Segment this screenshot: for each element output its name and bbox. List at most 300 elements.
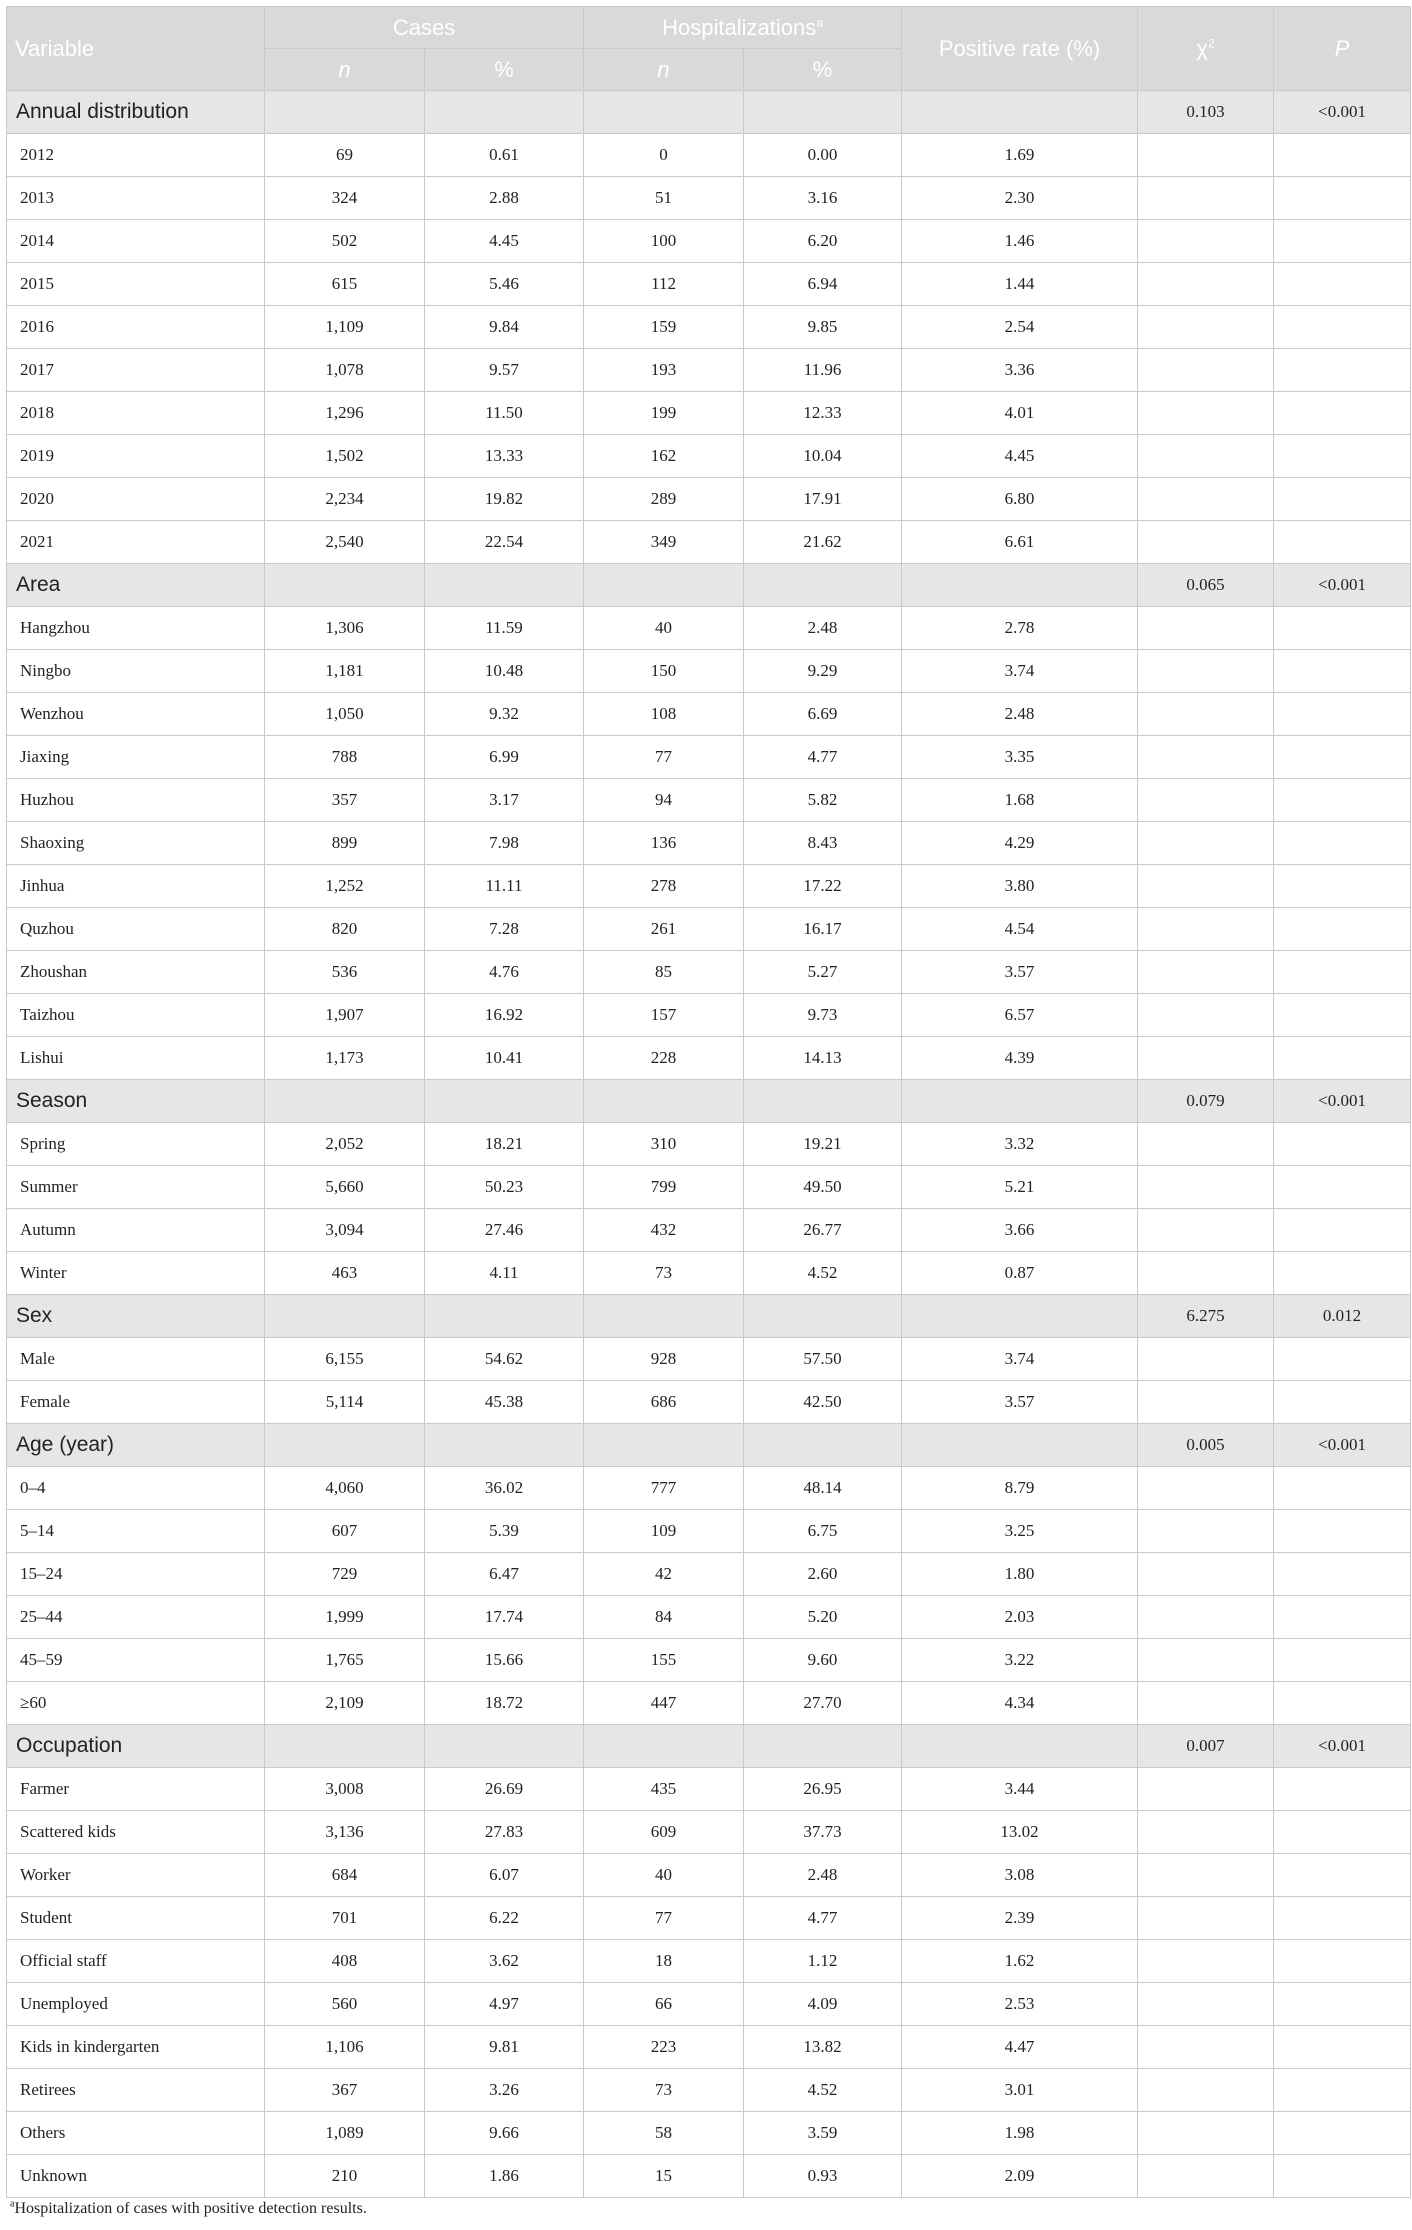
cell-chi2-empty [1138, 1682, 1274, 1725]
row-label: Unknown [7, 2155, 265, 2198]
cell-hosp-pct: 48.14 [744, 1467, 902, 1510]
cell-p-empty [1274, 392, 1411, 435]
cell-hosp-pct: 6.94 [744, 263, 902, 306]
section-chi2: 0.065 [1138, 564, 1274, 607]
cell-cases-n: 1,106 [265, 2026, 425, 2069]
cell-cases-pct: 3.62 [425, 1940, 584, 1983]
cell-positive-rate: 3.08 [902, 1854, 1138, 1897]
cell-hosp-n: 228 [584, 1037, 744, 1080]
cell-chi2-empty [1138, 822, 1274, 865]
section-empty-cell [744, 1424, 902, 1467]
cell-cases-n: 4,060 [265, 1467, 425, 1510]
row-label: Jinhua [7, 865, 265, 908]
cell-hosp-pct: 17.22 [744, 865, 902, 908]
section-empty-cell [744, 1725, 902, 1768]
cell-hosp-pct: 13.82 [744, 2026, 902, 2069]
cell-hosp-pct: 6.69 [744, 693, 902, 736]
cell-cases-n: 560 [265, 1983, 425, 2026]
cell-chi2-empty [1138, 1209, 1274, 1252]
cell-positive-rate: 3.25 [902, 1510, 1138, 1553]
row-label: Others [7, 2112, 265, 2155]
cell-hosp-n: 157 [584, 994, 744, 1037]
cell-hosp-pct: 5.27 [744, 951, 902, 994]
row-label: 15–24 [7, 1553, 265, 1596]
cell-chi2-empty [1138, 349, 1274, 392]
cell-positive-rate: 1.80 [902, 1553, 1138, 1596]
cell-chi2-empty [1138, 2026, 1274, 2069]
cell-cases-pct: 4.76 [425, 951, 584, 994]
row-label: Zhoushan [7, 951, 265, 994]
cell-positive-rate: 4.34 [902, 1682, 1138, 1725]
cell-p-empty [1274, 1209, 1411, 1252]
cell-cases-n: 1,089 [265, 2112, 425, 2155]
section-empty-cell [265, 91, 425, 134]
table-row [7, 134, 1411, 177]
cell-hosp-n: 223 [584, 2026, 744, 2069]
cell-cases-n: 684 [265, 1854, 425, 1897]
data-table [6, 6, 1411, 2198]
table-row [7, 177, 1411, 220]
section-title: Season [7, 1080, 265, 1123]
row-label: Retirees [7, 2069, 265, 2112]
section-p: <0.001 [1274, 1080, 1411, 1123]
cell-cases-pct: 9.32 [425, 693, 584, 736]
section-chi2: 0.007 [1138, 1725, 1274, 1768]
cell-hosp-pct: 57.50 [744, 1338, 902, 1381]
cell-cases-pct: 3.17 [425, 779, 584, 822]
row-label: Scattered kids [7, 1811, 265, 1854]
section-row [7, 564, 1411, 607]
cell-p-empty [1274, 306, 1411, 349]
row-label: 2013 [7, 177, 265, 220]
row-label: Taizhou [7, 994, 265, 1037]
cell-hosp-n: 94 [584, 779, 744, 822]
cell-hosp-pct: 6.20 [744, 220, 902, 263]
cell-hosp-n: 159 [584, 306, 744, 349]
table-row [7, 2155, 1411, 2198]
cell-hosp-pct: 27.70 [744, 1682, 902, 1725]
cell-chi2-empty [1138, 865, 1274, 908]
cell-cases-n: 3,094 [265, 1209, 425, 1252]
table-row [7, 1983, 1411, 2026]
table-row [7, 1897, 1411, 1940]
table-row [7, 2069, 1411, 2112]
row-label: Jiaxing [7, 736, 265, 779]
cell-hosp-pct: 5.20 [744, 1596, 902, 1639]
cell-chi2-empty [1138, 1467, 1274, 1510]
cell-cases-pct: 9.81 [425, 2026, 584, 2069]
section-empty-cell [425, 564, 584, 607]
cell-p-empty [1274, 736, 1411, 779]
row-label: Winter [7, 1252, 265, 1295]
cell-p-empty [1274, 607, 1411, 650]
table-row [7, 1639, 1411, 1682]
cell-p-empty [1274, 1166, 1411, 1209]
cell-cases-n: 788 [265, 736, 425, 779]
cell-cases-n: 2,234 [265, 478, 425, 521]
header-hosp-pct: % [744, 49, 902, 91]
cell-cases-n: 3,136 [265, 1811, 425, 1854]
cell-cases-n: 2,540 [265, 521, 425, 564]
table-row [7, 951, 1411, 994]
row-label: Male [7, 1338, 265, 1381]
table-row [7, 435, 1411, 478]
table-container [6, 6, 1410, 2198]
row-label: Unemployed [7, 1983, 265, 2026]
cell-hosp-pct: 2.48 [744, 1854, 902, 1897]
row-label: Spring [7, 1123, 265, 1166]
section-p: <0.001 [1274, 91, 1411, 134]
row-label: 0–4 [7, 1467, 265, 1510]
cell-chi2-empty [1138, 263, 1274, 306]
cell-chi2-empty [1138, 306, 1274, 349]
section-title: Occupation [7, 1725, 265, 1768]
section-empty-cell [584, 1295, 744, 1338]
cell-hosp-pct: 9.60 [744, 1639, 902, 1682]
table-row [7, 1682, 1411, 1725]
cell-hosp-pct: 17.91 [744, 478, 902, 521]
cell-hosp-n: 349 [584, 521, 744, 564]
header-chi2-label: χ [1196, 35, 1208, 61]
footnote [10, 2200, 367, 2218]
cell-hosp-pct: 37.73 [744, 1811, 902, 1854]
row-label: 2018 [7, 392, 265, 435]
cell-cases-n: 1,999 [265, 1596, 425, 1639]
section-p: <0.001 [1274, 1725, 1411, 1768]
cell-chi2-empty [1138, 1811, 1274, 1854]
cell-cases-pct: 26.69 [425, 1768, 584, 1811]
header-positive-rate: Positive rate (%) [902, 7, 1138, 91]
cell-positive-rate: 4.47 [902, 2026, 1138, 2069]
cell-chi2-empty [1138, 1983, 1274, 2026]
header-cases-pct: % [425, 49, 584, 91]
section-row [7, 91, 1411, 134]
table-row [7, 908, 1411, 951]
cell-p-empty [1274, 779, 1411, 822]
cell-cases-pct: 9.66 [425, 2112, 584, 2155]
cell-hosp-pct: 42.50 [744, 1381, 902, 1424]
cell-p-empty [1274, 2026, 1411, 2069]
cell-cases-n: 536 [265, 951, 425, 994]
cell-p-empty [1274, 1123, 1411, 1166]
section-empty-cell [265, 1295, 425, 1338]
cell-cases-pct: 36.02 [425, 1467, 584, 1510]
table-row [7, 220, 1411, 263]
cell-cases-pct: 15.66 [425, 1639, 584, 1682]
cell-hosp-n: 278 [584, 865, 744, 908]
section-empty-cell [425, 91, 584, 134]
cell-p-empty [1274, 822, 1411, 865]
cell-p-empty [1274, 650, 1411, 693]
cell-p-empty [1274, 1510, 1411, 1553]
cell-cases-n: 607 [265, 1510, 425, 1553]
cell-chi2-empty [1138, 1553, 1274, 1596]
cell-hosp-pct: 26.95 [744, 1768, 902, 1811]
cell-p-empty [1274, 1940, 1411, 1983]
table-row [7, 349, 1411, 392]
cell-hosp-n: 73 [584, 1252, 744, 1295]
cell-hosp-n: 66 [584, 1983, 744, 2026]
cell-p-empty [1274, 1811, 1411, 1854]
cell-p-empty [1274, 1037, 1411, 1080]
section-empty-cell [744, 1295, 902, 1338]
cell-chi2-empty [1138, 951, 1274, 994]
cell-hosp-n: 18 [584, 1940, 744, 1983]
table-row [7, 263, 1411, 306]
cell-hosp-pct: 11.96 [744, 349, 902, 392]
cell-hosp-n: 447 [584, 1682, 744, 1725]
cell-cases-n: 701 [265, 1897, 425, 1940]
cell-positive-rate: 1.44 [902, 263, 1138, 306]
cell-positive-rate: 3.22 [902, 1639, 1138, 1682]
row-label: 2019 [7, 435, 265, 478]
cell-cases-n: 2,109 [265, 1682, 425, 1725]
row-label: 2020 [7, 478, 265, 521]
row-label: 2021 [7, 521, 265, 564]
cell-hosp-pct: 4.09 [744, 1983, 902, 2026]
cell-cases-pct: 2.88 [425, 177, 584, 220]
table-row [7, 1166, 1411, 1209]
cell-chi2-empty [1138, 2112, 1274, 2155]
cell-cases-pct: 7.28 [425, 908, 584, 951]
cell-hosp-n: 108 [584, 693, 744, 736]
table-row [7, 1123, 1411, 1166]
cell-chi2-empty [1138, 1940, 1274, 1983]
cell-cases-n: 1,109 [265, 306, 425, 349]
cell-cases-n: 324 [265, 177, 425, 220]
cell-cases-pct: 22.54 [425, 521, 584, 564]
section-p: <0.001 [1274, 1424, 1411, 1467]
cell-hosp-n: 799 [584, 1166, 744, 1209]
table-row [7, 1553, 1411, 1596]
cell-cases-n: 1,078 [265, 349, 425, 392]
table-row [7, 1510, 1411, 1553]
cell-hosp-pct: 5.82 [744, 779, 902, 822]
cell-hosp-n: 58 [584, 2112, 744, 2155]
cell-hosp-n: 199 [584, 392, 744, 435]
cell-p-empty [1274, 220, 1411, 263]
cell-p-empty [1274, 1639, 1411, 1682]
row-label: Female [7, 1381, 265, 1424]
cell-hosp-pct: 4.52 [744, 2069, 902, 2112]
table-row [7, 1467, 1411, 1510]
cell-cases-pct: 11.50 [425, 392, 584, 435]
cell-chi2-empty [1138, 2155, 1274, 2198]
cell-hosp-pct: 14.13 [744, 1037, 902, 1080]
cell-cases-n: 502 [265, 220, 425, 263]
cell-hosp-n: 40 [584, 1854, 744, 1897]
cell-chi2-empty [1138, 521, 1274, 564]
cell-p-empty [1274, 2069, 1411, 2112]
table-row [7, 1811, 1411, 1854]
table-row [7, 1037, 1411, 1080]
row-label: Shaoxing [7, 822, 265, 865]
cell-cases-n: 1,907 [265, 994, 425, 1037]
cell-positive-rate: 3.74 [902, 1338, 1138, 1381]
cell-p-empty [1274, 1467, 1411, 1510]
cell-p-empty [1274, 1854, 1411, 1897]
row-label: Quzhou [7, 908, 265, 951]
cell-hosp-pct: 2.60 [744, 1553, 902, 1596]
row-label: Wenzhou [7, 693, 265, 736]
table-row [7, 392, 1411, 435]
cell-cases-pct: 1.86 [425, 2155, 584, 2198]
cell-hosp-n: 261 [584, 908, 744, 951]
row-label: Kids in kindergarten [7, 2026, 265, 2069]
cell-positive-rate: 2.03 [902, 1596, 1138, 1639]
cell-positive-rate: 2.39 [902, 1897, 1138, 1940]
cell-positive-rate: 6.80 [902, 478, 1138, 521]
header-hospitalizations [584, 7, 902, 49]
row-label: 2015 [7, 263, 265, 306]
cell-cases-n: 6,155 [265, 1338, 425, 1381]
cell-chi2-empty [1138, 1639, 1274, 1682]
cell-p-empty [1274, 2112, 1411, 2155]
cell-p-empty [1274, 951, 1411, 994]
cell-cases-pct: 18.72 [425, 1682, 584, 1725]
row-label: 2012 [7, 134, 265, 177]
cell-cases-pct: 10.41 [425, 1037, 584, 1080]
section-empty-cell [425, 1080, 584, 1123]
cell-positive-rate: 5.21 [902, 1166, 1138, 1209]
table-row [7, 650, 1411, 693]
cell-cases-pct: 19.82 [425, 478, 584, 521]
cell-cases-n: 1,181 [265, 650, 425, 693]
cell-cases-pct: 50.23 [425, 1166, 584, 1209]
cell-hosp-pct: 0.93 [744, 2155, 902, 2198]
table-row [7, 2026, 1411, 2069]
cell-positive-rate: 1.46 [902, 220, 1138, 263]
cell-p-empty [1274, 1897, 1411, 1940]
cell-hosp-n: 289 [584, 478, 744, 521]
cell-cases-n: 820 [265, 908, 425, 951]
cell-hosp-n: 100 [584, 220, 744, 263]
row-label: Farmer [7, 1768, 265, 1811]
cell-hosp-n: 777 [584, 1467, 744, 1510]
cell-cases-n: 615 [265, 263, 425, 306]
cell-p-empty [1274, 1338, 1411, 1381]
table-row [7, 1596, 1411, 1639]
cell-cases-pct: 45.38 [425, 1381, 584, 1424]
cell-hosp-pct: 6.75 [744, 1510, 902, 1553]
cell-p-empty [1274, 478, 1411, 521]
cell-cases-pct: 6.99 [425, 736, 584, 779]
section-empty-cell [744, 564, 902, 607]
cell-positive-rate: 3.57 [902, 951, 1138, 994]
cell-hosp-n: 77 [584, 736, 744, 779]
cell-p-empty [1274, 1983, 1411, 2026]
table-row [7, 994, 1411, 1037]
cell-cases-n: 69 [265, 134, 425, 177]
cell-hosp-n: 435 [584, 1768, 744, 1811]
section-empty-cell [744, 91, 902, 134]
cell-hosp-n: 15 [584, 2155, 744, 2198]
header-row-main [7, 7, 1411, 49]
section-row [7, 1424, 1411, 1467]
cell-chi2-empty [1138, 220, 1274, 263]
cell-positive-rate: 3.80 [902, 865, 1138, 908]
row-label: 5–14 [7, 1510, 265, 1553]
cell-chi2-empty [1138, 1768, 1274, 1811]
section-empty-cell [584, 91, 744, 134]
cell-hosp-pct: 19.21 [744, 1123, 902, 1166]
cell-cases-pct: 4.97 [425, 1983, 584, 2026]
cell-hosp-n: 84 [584, 1596, 744, 1639]
table-row [7, 693, 1411, 736]
cell-cases-n: 210 [265, 2155, 425, 2198]
cell-cases-n: 3,008 [265, 1768, 425, 1811]
section-row [7, 1725, 1411, 1768]
table-row [7, 1940, 1411, 1983]
cell-p-empty [1274, 521, 1411, 564]
cell-positive-rate: 3.57 [902, 1381, 1138, 1424]
section-p: <0.001 [1274, 564, 1411, 607]
cell-p-empty [1274, 435, 1411, 478]
table-row [7, 779, 1411, 822]
cell-positive-rate: 6.57 [902, 994, 1138, 1037]
cell-p-empty [1274, 908, 1411, 951]
cell-p-empty [1274, 349, 1411, 392]
cell-cases-n: 463 [265, 1252, 425, 1295]
section-chi2: 6.275 [1138, 1295, 1274, 1338]
cell-positive-rate: 1.98 [902, 2112, 1138, 2155]
cell-p-empty [1274, 1682, 1411, 1725]
cell-chi2-empty [1138, 1166, 1274, 1209]
cell-positive-rate: 1.68 [902, 779, 1138, 822]
row-label: Student [7, 1897, 265, 1940]
section-empty-cell [584, 1424, 744, 1467]
section-empty-cell [902, 91, 1138, 134]
cell-hosp-pct: 0.00 [744, 134, 902, 177]
cell-positive-rate: 2.30 [902, 177, 1138, 220]
cell-chi2-empty [1138, 908, 1274, 951]
cell-hosp-n: 73 [584, 2069, 744, 2112]
cell-cases-pct: 9.84 [425, 306, 584, 349]
cell-chi2-empty [1138, 134, 1274, 177]
row-label: ≥60 [7, 1682, 265, 1725]
section-title: Sex [7, 1295, 265, 1338]
cell-hosp-n: 40 [584, 607, 744, 650]
cell-cases-pct: 6.47 [425, 1553, 584, 1596]
cell-cases-n: 1,502 [265, 435, 425, 478]
cell-cases-n: 5,114 [265, 1381, 425, 1424]
cell-positive-rate: 4.54 [902, 908, 1138, 951]
cell-hosp-pct: 4.52 [744, 1252, 902, 1295]
cell-cases-pct: 3.26 [425, 2069, 584, 2112]
table-row [7, 865, 1411, 908]
cell-chi2-empty [1138, 1338, 1274, 1381]
cell-positive-rate: 3.44 [902, 1768, 1138, 1811]
cell-p-empty [1274, 865, 1411, 908]
section-empty-cell [902, 1080, 1138, 1123]
cell-chi2-empty [1138, 1897, 1274, 1940]
section-chi2: 0.005 [1138, 1424, 1274, 1467]
table-row [7, 478, 1411, 521]
section-empty-cell [425, 1725, 584, 1768]
section-chi2: 0.103 [1138, 91, 1274, 134]
section-row [7, 1295, 1411, 1338]
row-label: Ningbo [7, 650, 265, 693]
table-row [7, 736, 1411, 779]
row-label: Official staff [7, 1940, 265, 1983]
cell-p-empty [1274, 1381, 1411, 1424]
table-row [7, 1338, 1411, 1381]
cell-cases-pct: 27.46 [425, 1209, 584, 1252]
cell-hosp-n: 109 [584, 1510, 744, 1553]
cell-hosp-pct: 49.50 [744, 1166, 902, 1209]
cell-positive-rate: 3.36 [902, 349, 1138, 392]
section-empty-cell [265, 1080, 425, 1123]
